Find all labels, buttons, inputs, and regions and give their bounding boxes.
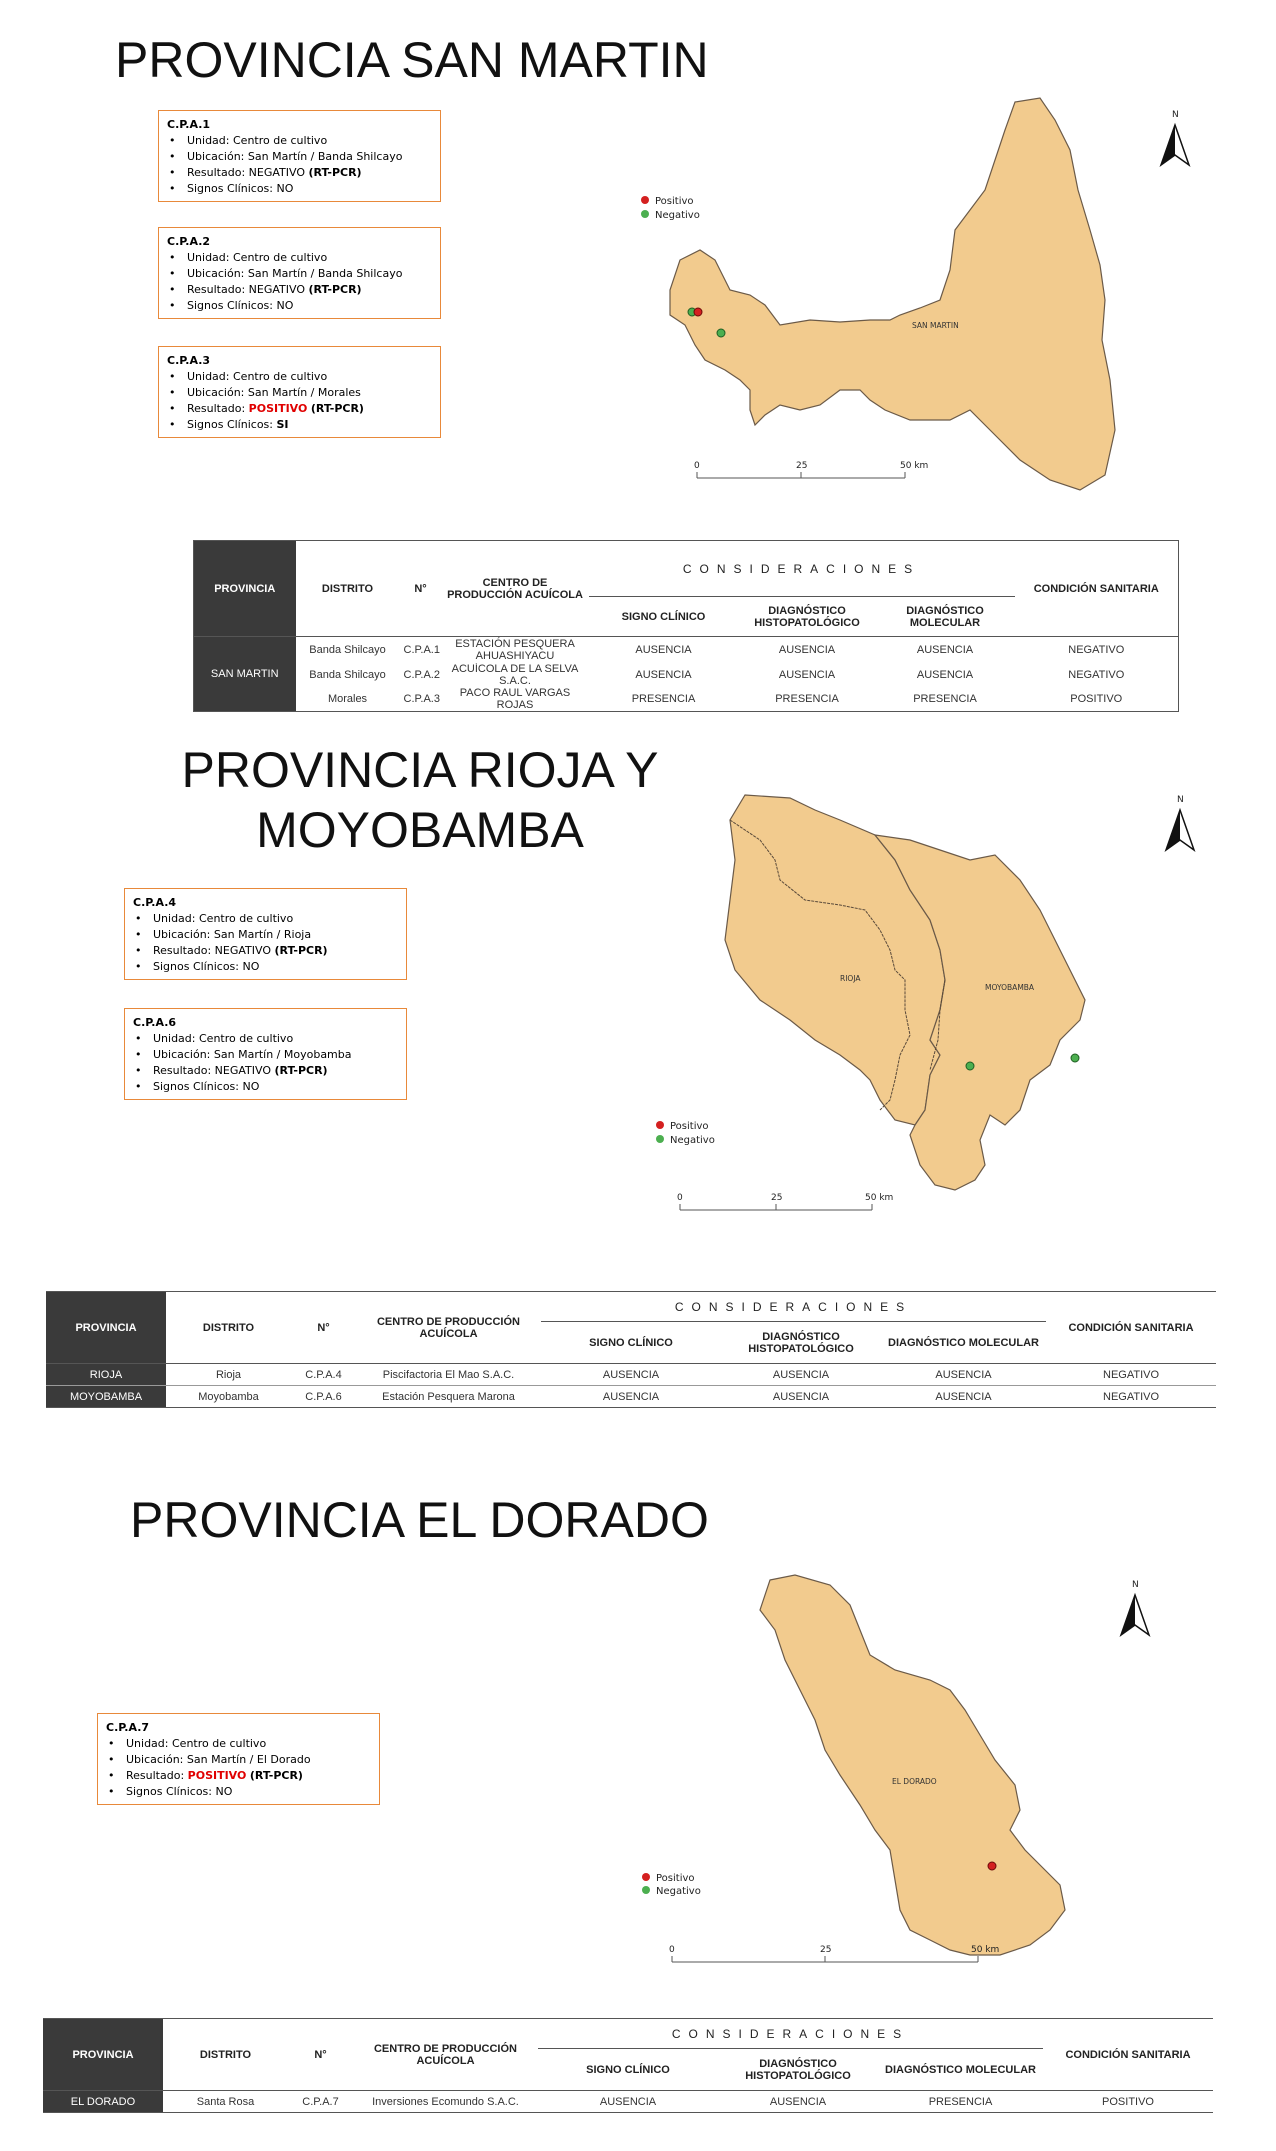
cell-condicion: NEGATIVO [1103, 1368, 1160, 1381]
svg-text:N: N [1172, 110, 1179, 120]
th-signo: SIGNO CLÍNICO [586, 2063, 670, 2076]
signos-line: • Signos Clínicos: NO [153, 959, 398, 975]
legend-positivo-marker [641, 196, 649, 204]
cell-signo: AUSENCIA [602, 1390, 660, 1403]
resultado-line: • Resultado: POSITIVO (RT-PCR) [187, 401, 432, 417]
scale-bar [677, 1193, 893, 1210]
north-arrow-icon [1161, 110, 1189, 165]
cell-molecular: AUSENCIA [935, 1390, 992, 1403]
province-shape-san-martin [670, 98, 1115, 490]
th-n: N° [314, 2048, 327, 2061]
cell-n: C.P.A.2 [403, 668, 440, 681]
signos-line: • Signos Clínicos: SI [187, 417, 432, 433]
cell-provincia: MOYOBAMBA [46, 1386, 166, 1408]
table-rioja-moyobamba [46, 1291, 1216, 1408]
cell-signo: AUSENCIA [602, 1368, 660, 1381]
section-title-el-dorado: PROVINCIA EL DORADO [130, 1492, 709, 1548]
cell-distrito: Morales [327, 692, 368, 705]
signos-line: • Signos Clínicos: NO [187, 298, 432, 314]
svg-text:N: N [1177, 795, 1184, 805]
legend-negativo-label: Negativo [655, 210, 700, 221]
svg-text:50 km: 50 km [900, 461, 929, 471]
resultado-line: • Resultado: NEGATIVO (RT-PCR) [187, 282, 432, 298]
cpa-box-4 [124, 888, 407, 980]
th-consideraciones: CONSIDERACIONES [538, 2019, 1043, 2049]
cell-centro: Estación Pesquera Marona [382, 1390, 515, 1403]
cell-signo: AUSENCIA [635, 643, 692, 656]
province-shape-el-dorado [760, 1575, 1065, 1955]
cell-condicion: POSITIVO [1102, 2095, 1154, 2108]
cell-centro: PACO RAUL VARGAS ROJAS [459, 686, 571, 711]
cell-n: C.P.A.7 [302, 2095, 339, 2108]
section-title-san-martin: PROVINCIA SAN MARTIN [115, 32, 709, 88]
th-n: N° [414, 582, 427, 595]
th-molecular: DIAGNÓSTICO MOLECULAR [885, 2063, 1036, 2076]
map-el-dorado [620, 1560, 1220, 1980]
svg-text:0: 0 [694, 461, 700, 471]
map-point-cpa7 [988, 1862, 996, 1870]
cell-condicion: NEGATIVO [1103, 1390, 1160, 1403]
signos-line: • Signos Clínicos: NO [126, 1784, 371, 1800]
th-provincia: PROVINCIA [194, 541, 296, 637]
ubicacion-line: • Ubicación: San Martín / Moyobamba [153, 1047, 398, 1063]
map-point-cpa3 [694, 308, 702, 316]
resultado-line: • Resultado: NEGATIVO (RT-PCR) [187, 165, 432, 181]
th-centro: CENTRO DE PRODUCCIÓN ACUÍCOLA [376, 1315, 520, 1340]
cell-molecular: PRESENCIA [928, 2095, 993, 2108]
unidad-line: • Unidad: Centro de cultivo [153, 911, 398, 927]
cpa-code: C.P.A.2 [167, 235, 211, 248]
svg-text:0: 0 [677, 1193, 683, 1203]
th-signo: SIGNO CLÍNICO [589, 1336, 673, 1349]
map-point-cpa4 [966, 1062, 974, 1070]
cell-centro: Inversiones Ecomundo S.A.C. [372, 2095, 519, 2108]
th-distrito: DISTRITO [199, 2048, 252, 2061]
table-el-dorado [43, 2018, 1213, 2113]
cell-provincia: RIOJA [46, 1364, 166, 1386]
map-label-san-martin: SAN MARTIN [912, 321, 959, 330]
ubicacion-line: • Ubicación: San Martín / Banda Shilcayo [187, 266, 432, 282]
resultado-line: • Resultado: NEGATIVO (RT-PCR) [153, 943, 398, 959]
cell-n: C.P.A.6 [305, 1390, 342, 1403]
map-san-martin [600, 90, 1230, 510]
legend-negativo-label: Negativo [670, 1135, 715, 1146]
north-arrow-icon [1121, 1580, 1149, 1635]
cell-condicion: POSITIVO [1070, 692, 1123, 705]
cell-distrito: Santa Rosa [196, 2095, 255, 2108]
map-label-el-dorado: EL DORADO [892, 1777, 937, 1786]
unidad-line: • Unidad: Centro de cultivo [187, 133, 432, 149]
cell-histo: AUSENCIA [778, 643, 836, 656]
th-centro: CENTRO DE PRODUCCIÓN ACUÍCOLA [447, 576, 583, 601]
cell-histo: AUSENCIA [769, 2095, 827, 2108]
cell-distrito: Banda Shilcayo [309, 668, 386, 681]
resultado-line: • Resultado: NEGATIVO (RT-PCR) [153, 1063, 398, 1079]
cell-n: C.P.A.1 [403, 643, 440, 656]
th-molecular: DIAGNÓSTICO MOLECULAR [906, 604, 984, 629]
cpa-box-6 [124, 1008, 407, 1100]
svg-text:25: 25 [771, 1193, 783, 1203]
cpa-code: C.P.A.4 [133, 896, 177, 909]
cell-molecular: AUSENCIA [916, 668, 974, 681]
legend-positivo-marker [656, 1121, 664, 1129]
svg-text:0: 0 [669, 1945, 675, 1955]
ubicacion-line: • Ubicación: San Martín / Morales [187, 385, 432, 401]
resultado-line: • Resultado: POSITIVO (RT-PCR) [126, 1768, 371, 1784]
map-label-rioja: RIOJA [840, 974, 861, 983]
cell-n: C.P.A.3 [403, 692, 440, 705]
th-signo: SIGNO CLÍNICO [621, 610, 706, 623]
legend-negativo-marker [642, 1886, 650, 1894]
th-n: N° [317, 1321, 330, 1334]
cell-condicion: NEGATIVO [1068, 643, 1125, 656]
cell-molecular: PRESENCIA [913, 692, 977, 705]
cell-distrito: Banda Shilcayo [309, 643, 386, 656]
th-condicion: CONDICIÓN SANITARIA [1068, 1321, 1194, 1334]
th-distrito: DISTRITO [202, 1321, 255, 1334]
cell-centro: ESTACIÓN PESQUERA AHUASHIYACU [455, 637, 575, 662]
cpa-code: C.P.A.3 [167, 354, 211, 367]
map-rioja-moyobamba [640, 780, 1240, 1220]
th-histo: DIAGNÓSTICO HISTOPATOLÓGICO [745, 2057, 851, 2082]
legend-negativo-label: Negativo [656, 1886, 701, 1897]
cell-histo: PRESENCIA [775, 692, 839, 705]
section-title-rioja-moyobamba: PROVINCIA RIOJA Y MOYOBAMBA [181, 742, 659, 858]
table-san-martin [193, 540, 1179, 712]
cell-signo: AUSENCIA [635, 668, 692, 681]
cell-distrito: Rioja [215, 1368, 242, 1381]
signos-line: • Signos Clínicos: NO [187, 181, 432, 197]
unidad-line: • Unidad: Centro de cultivo [187, 250, 432, 266]
cell-histo: AUSENCIA [778, 668, 836, 681]
map-point-cpa6 [1071, 1054, 1079, 1062]
unidad-line: • Unidad: Centro de cultivo [187, 369, 432, 385]
legend-negativo-marker [641, 210, 649, 218]
cpa-box-1 [158, 110, 441, 202]
ubicacion-line: • Ubicación: San Martín / El Dorado [126, 1752, 371, 1768]
cell-distrito: Moyobamba [198, 1390, 259, 1403]
map-label-moyobamba: MOYOBAMBA [985, 983, 1035, 992]
th-consideraciones: CONSIDERACIONES [589, 541, 1015, 597]
cpa-code: C.P.A.6 [133, 1016, 177, 1029]
cell-condicion: NEGATIVO [1068, 668, 1125, 681]
th-provincia: PROVINCIA [46, 1292, 166, 1364]
th-condicion: CONDICIÓN SANITARIA [1065, 2048, 1191, 2061]
unidad-line: • Unidad: Centro de cultivo [126, 1736, 371, 1752]
th-distrito: DISTRITO [321, 582, 374, 595]
cell-molecular: AUSENCIA [935, 1368, 992, 1381]
cpa-code: C.P.A.1 [167, 118, 211, 131]
cell-signo: AUSENCIA [599, 2095, 657, 2108]
th-molecular: DIAGNÓSTICO MOLECULAR [888, 1336, 1039, 1349]
cpa-box-2 [158, 227, 441, 319]
legend-positivo-marker [642, 1873, 650, 1881]
svg-text:50 km: 50 km [971, 1945, 1000, 1955]
legend-positivo-label: Positivo [655, 196, 694, 207]
cell-molecular: AUSENCIA [916, 643, 974, 656]
cell-provincia: EL DORADO [43, 2091, 163, 2113]
north-arrow-icon [1166, 795, 1194, 850]
map-point-cpa2 [717, 329, 725, 337]
cell-histo: AUSENCIA [772, 1390, 830, 1403]
th-condicion: CONDICIÓN SANITARIA [1033, 582, 1159, 595]
th-histo: DIAGNÓSTICO HISTOPATOLÓGICO [748, 1330, 854, 1355]
svg-text:25: 25 [820, 1945, 832, 1955]
svg-text:25: 25 [796, 461, 808, 471]
svg-text:N: N [1132, 1580, 1139, 1590]
scale-bar [694, 461, 928, 478]
cell-n: C.P.A.4 [305, 1368, 342, 1381]
cell-centro: ACUÍCOLA DE LA SELVA S.A.C. [451, 662, 579, 687]
ubicacion-line: • Ubicación: San Martín / Banda Shilcayo [187, 149, 432, 165]
ubicacion-line: • Ubicación: San Martín / Rioja [153, 927, 398, 943]
svg-text:50 km: 50 km [865, 1193, 894, 1203]
th-provincia: PROVINCIA [43, 2019, 163, 2091]
signos-line: • Signos Clínicos: NO [153, 1079, 398, 1095]
cell-provincia: SAN MARTIN [194, 637, 296, 712]
legend-positivo-label: Positivo [656, 1873, 695, 1884]
legend-positivo-label: Positivo [670, 1121, 709, 1132]
cpa-code: C.P.A.7 [106, 1721, 150, 1734]
unidad-line: • Unidad: Centro de cultivo [153, 1031, 398, 1047]
legend-negativo-marker [656, 1135, 664, 1143]
cpa-box-7 [97, 1713, 380, 1805]
th-centro: CENTRO DE PRODUCCIÓN ACUÍCOLA [373, 2042, 517, 2067]
cell-signo: PRESENCIA [631, 692, 696, 705]
cpa-box-3 [158, 346, 441, 438]
th-consideraciones: CONSIDERACIONES [541, 1292, 1046, 1322]
cell-centro: Piscifactoria El Mao S.A.C. [382, 1368, 515, 1381]
th-histo: DIAGNÓSTICO HISTOPATOLÓGICO [754, 604, 860, 629]
cell-histo: AUSENCIA [772, 1368, 830, 1381]
